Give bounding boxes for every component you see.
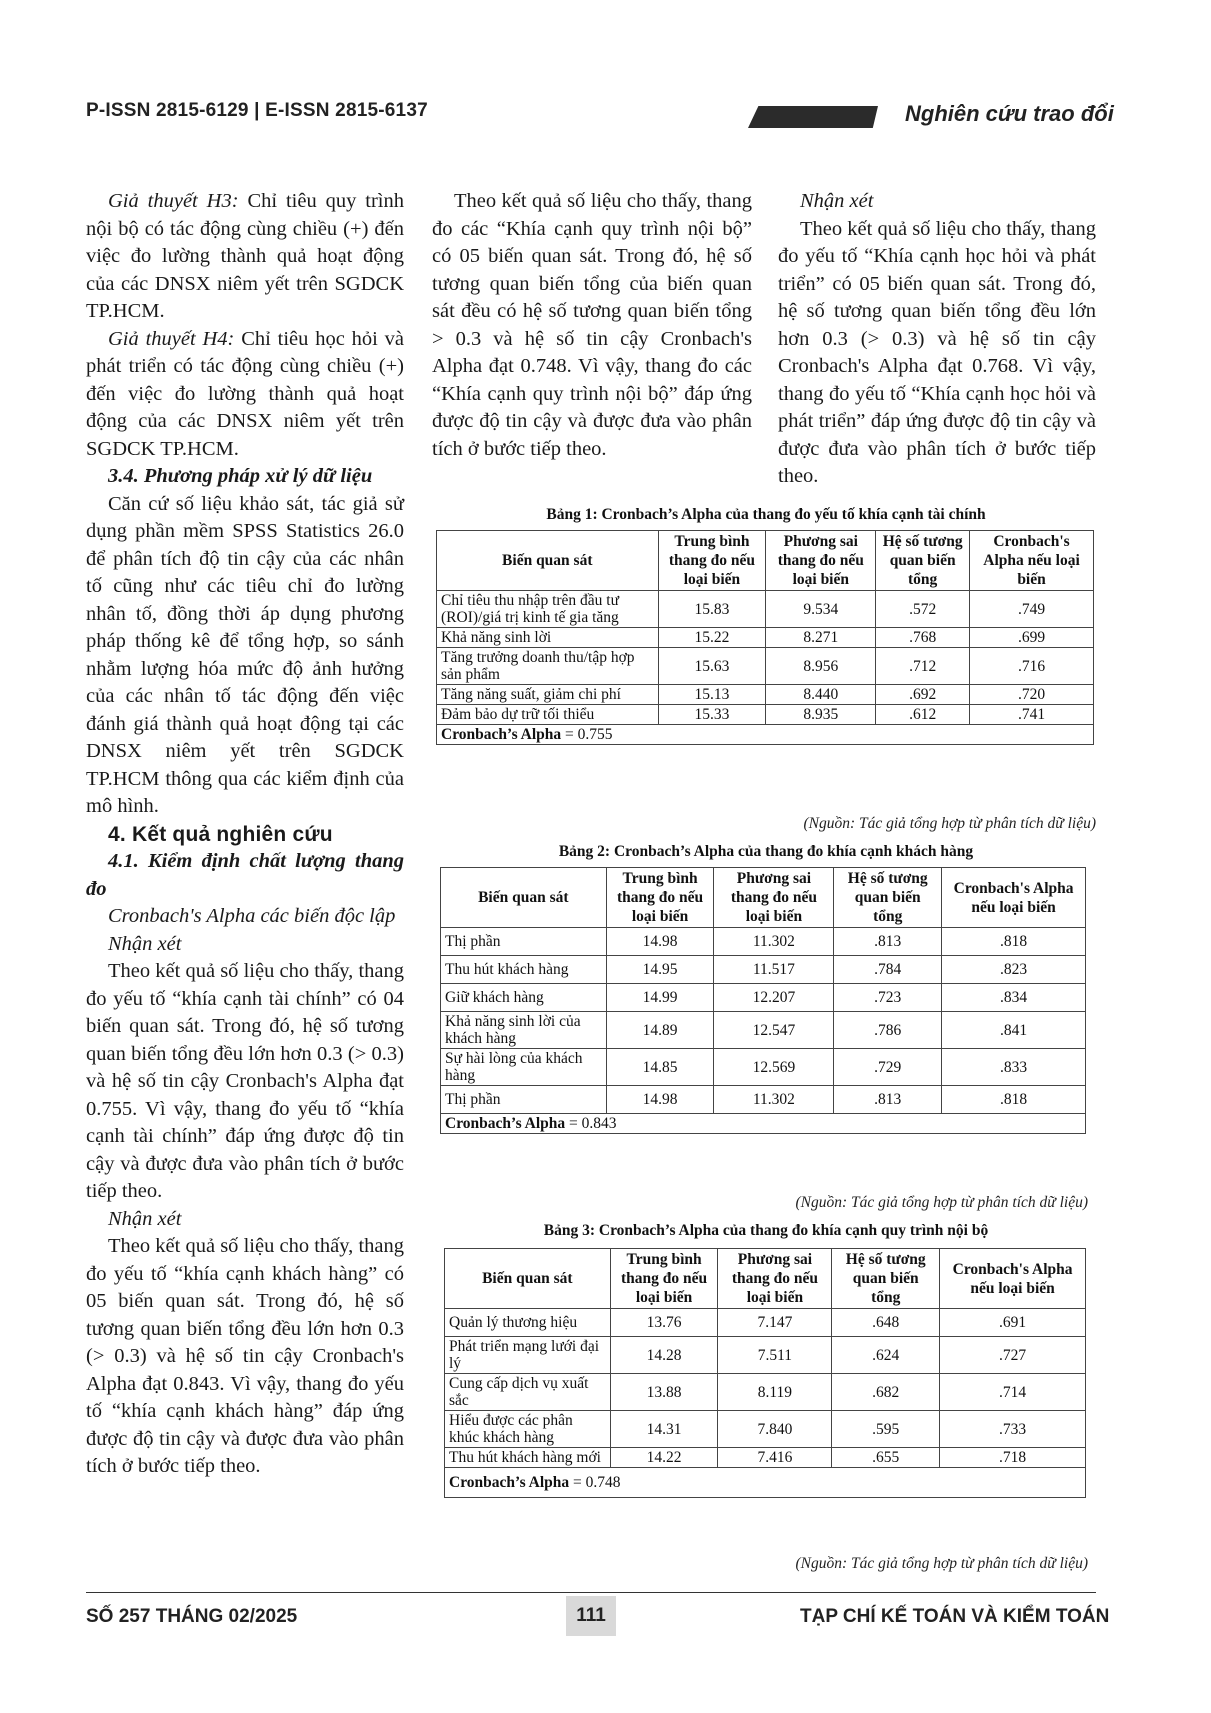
footer-rule <box>86 1592 1096 1593</box>
table-cell: Thu hút khách hàng mới <box>445 1448 611 1468</box>
table-cell: .714 <box>940 1374 1086 1411</box>
learning-remark-label: Nhận xét <box>800 190 874 212</box>
journal-name: TẠP CHÍ KẾ TOÁN VÀ KIỂM TOÁN <box>800 1606 1110 1627</box>
table-cell: 14.98 <box>606 928 714 956</box>
table-cell: .682 <box>832 1374 940 1411</box>
table3-header: Hệ số tương quan biến tổng <box>832 1249 940 1309</box>
hypothesis-h4 <box>86 326 404 464</box>
table-cell: .741 <box>970 705 1094 725</box>
table2-alpha <box>441 1114 1086 1134</box>
table1-header-row <box>437 531 1094 591</box>
table-cell: Đảm bảo dự trữ tối thiểu <box>437 705 659 725</box>
table-cell: 7.840 <box>718 1411 832 1448</box>
table-row <box>445 1448 1086 1468</box>
table-row <box>437 705 1094 725</box>
table-cell: .624 <box>832 1337 940 1374</box>
table3-header: Biến quan sát <box>445 1249 611 1309</box>
table-cell: Quản lý thương hiệu <box>445 1309 611 1337</box>
issue-number: SỐ 257 THÁNG 02/2025 <box>86 1606 298 1627</box>
table-cell: .729 <box>834 1049 942 1086</box>
table1-header: Biến quan sát <box>437 531 659 591</box>
table2-header: Phương sai thang đo nếu loại biến <box>714 868 834 928</box>
table-cell: .612 <box>876 705 970 725</box>
table-row <box>445 1411 1086 1448</box>
table-cell: Thị phần <box>441 1086 607 1114</box>
table-cell: .718 <box>940 1448 1086 1468</box>
table-cell: .699 <box>970 628 1094 648</box>
table-cell: .841 <box>942 1012 1086 1049</box>
table-cell: 11.302 <box>714 1086 834 1114</box>
table-cell: 14.89 <box>606 1012 714 1049</box>
table-cell: 14.95 <box>606 956 714 984</box>
table-cell: 14.85 <box>606 1049 714 1086</box>
table-cell: Tăng trưởng doanh thu/tập hợp sản phẩm <box>437 648 659 685</box>
table-cell: .823 <box>942 956 1086 984</box>
table-cell: .813 <box>834 928 942 956</box>
table-cell: 14.98 <box>606 1086 714 1114</box>
table-cell: 14.31 <box>610 1411 718 1448</box>
alpha-value: = 0.843 <box>565 1115 617 1132</box>
table-cell: 15.83 <box>658 591 766 628</box>
table1-alpha-row <box>437 725 1094 745</box>
table3-source: (Nguồn: Tác giả tổng hợp từ phân tích dữ liệu) <box>795 1555 1088 1572</box>
hypothesis-h3 <box>86 188 404 326</box>
table-row <box>445 1374 1086 1411</box>
table-cell: 8.935 <box>766 705 876 725</box>
remark-label-2: Nhận xét <box>108 1207 182 1230</box>
table-cell: 14.28 <box>610 1337 718 1374</box>
table-cell: 14.22 <box>610 1448 718 1468</box>
table-row <box>441 984 1086 1012</box>
table1-header: Cronbach's Alpha nếu loại biến <box>970 531 1094 591</box>
alpha-value: = 0.748 <box>569 1474 621 1491</box>
alpha-label: Cronbach’s Alpha <box>449 1474 570 1491</box>
table-row <box>437 685 1094 705</box>
table2-header: Biến quan sát <box>441 868 607 928</box>
table-cell: Giữ khách hàng <box>441 984 607 1012</box>
table-row <box>441 928 1086 956</box>
table-cell: 15.22 <box>658 628 766 648</box>
table-cell: .595 <box>832 1411 940 1448</box>
column-left <box>86 188 404 1481</box>
section-3-4-title: 3.4. Phương pháp xử lý dữ liệu <box>108 465 373 487</box>
table2-header: Trung bình thang đo nếu loại biến <box>606 868 714 928</box>
table1 <box>436 530 1094 745</box>
table-cell: Thị phần <box>441 928 607 956</box>
table-cell: .691 <box>940 1309 1086 1337</box>
table-cell: 13.88 <box>610 1374 718 1411</box>
table2-header: Hệ số tương quan biến tổng <box>834 868 942 928</box>
journal-issn: P-ISSN 2815-6129 | E-ISSN 2815-6137 <box>86 100 428 121</box>
table-cell: Cung cấp dịch vụ xuất sắc <box>445 1374 611 1411</box>
table-cell: 8.956 <box>766 648 876 685</box>
cronbach-subtitle: Cronbach's Alpha các biến độc lập <box>108 905 396 927</box>
section-title: Nghiên cứu trao đổi <box>905 101 1114 126</box>
table-cell: .655 <box>832 1448 940 1468</box>
table-cell: .784 <box>834 956 942 984</box>
remark-text-1: Theo kết quả số liệu cho thấy, thang đo yếu tố “khía cạnh tài chính” có 04 biến quan sát. Trong đó, hệ số tương quan biến tổng đều lớn hơn 0.3 (> 0.3) và hệ số tin cậy Cronbach's Alpha đạt 0.755. Vì vậy, thang đo yếu tố “khía cạnh tài chính” đáp ứng được độ tin cậy và được đưa vào phân tích ở bước tiếp theo. <box>86 960 404 1202</box>
table-cell: 8.440 <box>766 685 876 705</box>
table-cell: .692 <box>876 685 970 705</box>
h4-label: Giả thuyết H4: <box>108 327 235 350</box>
section-4-1-title: 4.1. Kiểm định chất lượng thang đo <box>86 850 404 900</box>
table-cell: Hiểu được các phân khúc khách hàng <box>445 1411 611 1448</box>
remark-label-1: Nhận xét <box>108 932 182 955</box>
table-cell: .727 <box>940 1337 1086 1374</box>
table3-header: Cronbach's Alpha nếu loại biến <box>940 1249 1086 1309</box>
table-cell: .749 <box>970 591 1094 628</box>
alpha-value: = 0.755 <box>561 726 613 743</box>
table-row <box>441 1086 1086 1114</box>
table2-source: (Nguồn: Tác giả tổng hợp từ phân tích dữ liệu) <box>795 1194 1088 1211</box>
table3-alpha <box>445 1468 1086 1498</box>
table3-caption: Bảng 3: Cronbach’s Alpha của thang đo khía cạnh quy trình nội bộ <box>543 1222 989 1239</box>
table-cell: 12.569 <box>714 1049 834 1086</box>
table1-header: Hệ số tương quan biến tổng <box>876 531 970 591</box>
table-cell: 8.271 <box>766 628 876 648</box>
table-cell: .720 <box>970 685 1094 705</box>
table-cell: .712 <box>876 648 970 685</box>
table-row <box>437 591 1094 628</box>
table-cell: 11.517 <box>714 956 834 984</box>
alpha-label: Cronbach’s Alpha <box>445 1115 566 1132</box>
section-4-title: 4. Kết quả nghiên cứu <box>108 822 333 846</box>
table-cell: .572 <box>876 591 970 628</box>
table-cell: 7.147 <box>718 1309 832 1337</box>
table3-header-row <box>445 1249 1086 1309</box>
h4-text: Chỉ tiêu học hỏi và phát triển có tác động cùng chiều (+) đến việc đo lường thành quả hoạt động của các DNSX niêm yết trên SGDCK TP.HCM. <box>86 327 404 460</box>
table-cell: .733 <box>940 1411 1086 1448</box>
table-cell: 15.63 <box>658 648 766 685</box>
table-cell: Khả năng sinh lời của khách hàng <box>441 1012 607 1049</box>
table-cell: Tăng năng suất, giảm chi phí <box>437 685 659 705</box>
table3 <box>444 1248 1086 1498</box>
table-cell: .786 <box>834 1012 942 1049</box>
table3-header: Phương sai thang đo nếu loại biến <box>718 1249 832 1309</box>
table-row <box>441 1049 1086 1086</box>
alpha-label: Cronbach’s Alpha <box>441 726 562 743</box>
table-cell: 9.534 <box>766 591 876 628</box>
table-cell: 15.33 <box>658 705 766 725</box>
table1-caption: Bảng 1: Cronbach’s Alpha của thang đo yếu tố khía cạnh tài chính <box>546 506 986 523</box>
table-cell: 12.207 <box>714 984 834 1012</box>
table-cell: 7.511 <box>718 1337 832 1374</box>
table-cell: 8.119 <box>718 1374 832 1411</box>
column-middle <box>432 188 752 463</box>
table-cell: .716 <box>970 648 1094 685</box>
remark-text-2: Theo kết quả số liệu cho thấy, thang đo yếu tố “khía cạnh khách hàng” có 05 biến quan sát. Trong đó, hệ số tương quan biến tổng đều lớn hơn 0.3 (> 0.3) và hệ số tin cậy Cronbach's Alpha đạt 0.843. Vì vậy, thang đo yếu tố “khía cạnh khách hàng” đáp ứng được độ tin cậy và được đưa vào phân tích ở bước tiếp theo. <box>86 1235 404 1477</box>
table-cell: 11.302 <box>714 928 834 956</box>
table-cell: .818 <box>942 928 1086 956</box>
table-cell: .813 <box>834 1086 942 1114</box>
table3-alpha-row <box>445 1468 1086 1498</box>
table1-alpha <box>437 725 1094 745</box>
learning-remark-text: Theo kết quả số liệu cho thấy, thang đo yếu tố “Khía cạnh học hỏi và phát triển” có 05 biến quan sát. Trong đó, hệ số tương quan biến tổng đều lớn hơn 0.3 (> 0.3) và hệ số tin cậy Cronbach's Alpha đạt 0.768. Vì vậy, thang đo yếu tố “Khía cạnh học hỏi và phát triển” đáp ứng được độ tin cậy và được đưa vào phân tích ở bước tiếp theo. <box>778 217 1096 487</box>
table-cell: .648 <box>832 1309 940 1337</box>
header-decor-bar <box>748 106 878 128</box>
table2-alpha-row <box>441 1114 1086 1134</box>
table-cell: Thu hút khách hàng <box>441 956 607 984</box>
table-cell: Khả năng sinh lời <box>437 628 659 648</box>
table-cell: 14.99 <box>606 984 714 1012</box>
table1-header: Phương sai thang đo nếu loại biến <box>766 531 876 591</box>
table-cell: 12.547 <box>714 1012 834 1049</box>
table-cell: 13.76 <box>610 1309 718 1337</box>
table-row <box>445 1309 1086 1337</box>
table-cell: Chỉ tiêu thu nhập trên đầu tư (ROI)/giá trị kinh tế gia tăng <box>437 591 659 628</box>
table-row <box>441 1012 1086 1049</box>
table1-source: (Nguồn: Tác giả tổng hợp từ phân tích dữ liệu) <box>803 815 1096 832</box>
process-remark-text: Theo kết quả số liệu cho thấy, thang đo các “Khía cạnh quy trình nội bộ” có 05 biến quan sát. Trong đó, hệ số tương quan biến tổng của biến quan sát đều có hệ số tương quan biến tổng > 0.3 và hệ số tin cậy Cronbach's Alpha đạt 0.748. Vì vậy, thang đo các “Khía cạnh quy trình nội bộ” đáp ứng được độ tin cậy và được đưa vào phân tích ở bước tiếp theo. <box>432 190 752 460</box>
section-3-4-text: Căn cứ số liệu khảo sát, tác giả sử dụng phần mềm SPSS Statistics 26.0 để phân tích độ tin cậy của các nhân tố cũng như các tiêu chỉ đo lường nhân tố, đồng thời áp dụng phương pháp thống kê để tổng hợp, so sánh nhằm lượng hóa mức độ ảnh hưởng của các nhân tố tác động đến việc đánh giá thành quả hoạt động tại các DNSX niêm yết trên SGDCK TP.HCM thông qua các kiểm định của mô hình. <box>86 492 404 817</box>
table1-header: Trung bình thang đo nếu loại biến <box>658 531 766 591</box>
table-row <box>437 648 1094 685</box>
table-cell: .834 <box>942 984 1086 1012</box>
table3-header: Trung bình thang đo nếu loại biến <box>610 1249 718 1309</box>
column-right <box>778 188 1096 491</box>
h3-label: Giả thuyết H3: <box>108 190 239 212</box>
table-cell: .768 <box>876 628 970 648</box>
h3-text: Chỉ tiêu quy trình nội bộ có tác động cùng chiều (+) đến việc đo lường thành quả hoạt động của các DNSX niêm yết trên SGDCK TP.HCM. <box>86 190 404 322</box>
table2-header-row <box>441 868 1086 928</box>
table-row <box>441 956 1086 984</box>
table-cell: Sự hài lòng của khách hàng <box>441 1049 607 1086</box>
table-row <box>445 1337 1086 1374</box>
table-cell: .723 <box>834 984 942 1012</box>
table-cell: 15.13 <box>658 685 766 705</box>
table-row <box>437 628 1094 648</box>
table2-caption: Bảng 2: Cronbach’s Alpha của thang đo khía cạnh khách hàng <box>558 843 974 860</box>
table2 <box>440 867 1086 1134</box>
table-cell: .818 <box>942 1086 1086 1114</box>
page-number: 111 <box>566 1596 616 1636</box>
table-cell: Phát triển mạng lưới đại lý <box>445 1337 611 1374</box>
table-cell: 7.416 <box>718 1448 832 1468</box>
table-cell: .833 <box>942 1049 1086 1086</box>
table2-header: Cronbach's Alpha nếu loại biến <box>942 868 1086 928</box>
